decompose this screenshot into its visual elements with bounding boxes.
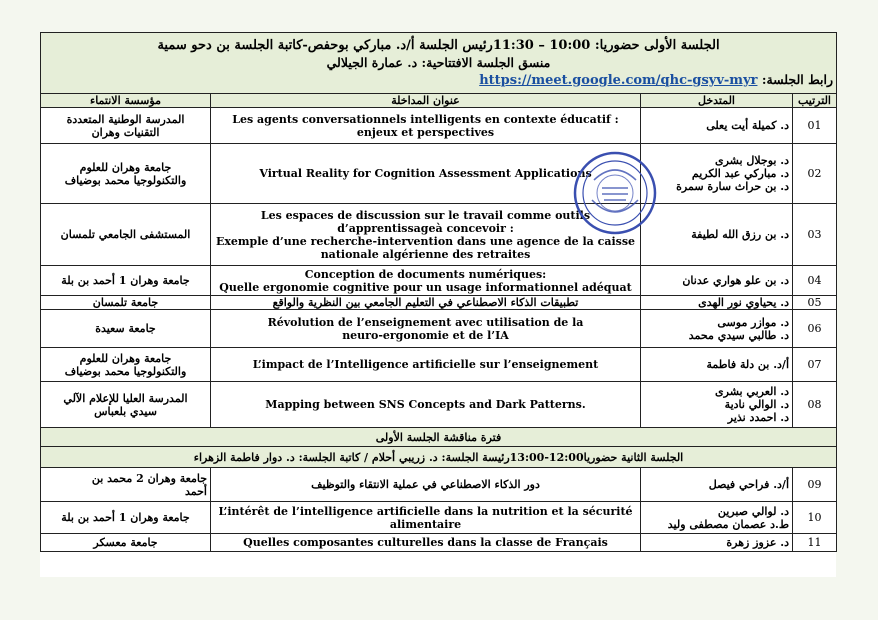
table-row <box>41 382 837 428</box>
table-row <box>41 296 837 310</box>
speaker-cell-line: د. احمدد نذير <box>727 411 789 424</box>
affiliation-cell-line: والتكنولوجيا محمد بوضياف <box>64 364 187 378</box>
speaker-cell-line: د. لوالي صبرين <box>717 504 789 518</box>
speaker-cell <box>641 204 793 266</box>
table-row <box>41 502 837 534</box>
title-cell <box>211 266 641 296</box>
session2-title: الجلسة الثانية حضوريا12:00-13:00رئيسة الجلسة: د. زريبي أحلام / كاتبة الجلسة: د. دوار فاطمة الزهراء <box>41 447 837 468</box>
discussion-pause-label: فترة مناقشة الجلسة الأولى <box>41 428 837 447</box>
speaker-cell-line: د. عزوز زهرة <box>726 536 789 549</box>
title-cell-line: Exemple d’une recherche-intervention dans une agence de la caisse <box>215 234 636 248</box>
affiliation-cell <box>41 502 211 534</box>
discussion-pause-row <box>41 428 837 447</box>
affiliation-cell <box>41 108 211 144</box>
speaker-cell-line: د. بوجلال بشرى <box>714 154 789 167</box>
title-cell-line: تطبيقات الذكاء الاصطناعي في التعليم الجامعي بين النظرية والواقع <box>272 296 579 309</box>
table-row <box>41 534 837 552</box>
speaker-cell-line: أ/د. بن دلة فاطمة <box>706 358 789 371</box>
title-cell-line: L’intérêt de l’intelligence artificielle dans la nutrition et la sécurité <box>218 504 633 518</box>
table-row <box>41 144 837 204</box>
speaker-cell <box>641 382 793 428</box>
title-cell-line: Quelle ergonomie cognitive pour un usage informationnel adéquat <box>219 280 632 294</box>
affiliation-cell <box>41 310 211 348</box>
speaker-cell <box>641 348 793 382</box>
speaker-cell-line: ط.د عصمان مصطفى وليد <box>667 517 789 531</box>
affiliation-cell <box>41 468 211 502</box>
table-row <box>41 266 837 296</box>
speaker-cell-line: د. بن حراث سارة سمرة <box>676 180 789 193</box>
title-cell <box>211 348 641 382</box>
title-cell-line: Révolution de l’enseignement avec utilisation de la <box>267 315 584 329</box>
row-number: 11 <box>793 534 837 552</box>
affiliation-cell <box>41 382 211 428</box>
affiliation-cell-line: جامعة تلمسان <box>92 296 159 309</box>
session2-header-row <box>41 447 837 468</box>
row-number: 08 <box>793 382 837 428</box>
affiliation-cell-line: أحمد <box>185 484 207 498</box>
speaker-cell <box>641 108 793 144</box>
affiliation-cell <box>41 204 211 266</box>
speaker-cell <box>641 144 793 204</box>
speaker-cell-line: د. العربي بشرى <box>715 385 789 398</box>
affiliation-cell-line: التقنيات وهران <box>91 125 160 139</box>
row-number: 05 <box>793 296 837 310</box>
col-rank-header: الترتيب <box>793 94 837 108</box>
row-number: 06 <box>793 310 837 348</box>
affiliation-cell-line: المستشفى الجامعي تلمسان <box>60 228 191 241</box>
program-page <box>40 32 836 577</box>
affiliation-cell-line: جامعة وهران 1 أحمد بن بلة <box>61 511 190 524</box>
affiliation-cell-line: جامعة وهران للعلوم <box>79 160 172 174</box>
affiliation-cell-line: المدرسة الوطنية المتعددة <box>66 112 185 126</box>
title-cell-line: Les agents conversationnels intelligents en contexte éducatif : <box>232 112 619 126</box>
speaker-cell <box>641 468 793 502</box>
affiliation-cell <box>41 348 211 382</box>
session-link[interactable]: https://meet.google.com/qhc-gsyv-myr <box>479 73 758 88</box>
speaker-cell-line: د. موازر موسى <box>717 315 789 329</box>
affiliation-cell <box>41 144 211 204</box>
title-cell <box>211 204 641 266</box>
title-cell <box>211 310 641 348</box>
speaker-cell <box>641 310 793 348</box>
opening-coordinator: منسق الجلسة الافتتاحية: د. عمارة الجيلالي <box>326 55 551 70</box>
row-number: 10 <box>793 502 837 534</box>
session1-title: الجلسة الأولى حضوريا: 10:00 – 11:30رئيس الجلسة أ/د. مباركي بوحفص-كاتبة الجلسة بن دحو سمية <box>157 38 720 53</box>
speaker-cell <box>641 296 793 310</box>
speaker-cell-line: د. كميلة أيت يعلى <box>706 119 789 132</box>
affiliation-cell-line: والتكنولوجيا محمد بوضياف <box>64 173 187 187</box>
row-number: 03 <box>793 204 837 266</box>
col-speaker-header: المتدخل <box>641 94 793 108</box>
affiliation-cell-line: سيدي بلعباس <box>94 404 157 418</box>
column-header-row <box>41 94 837 108</box>
title-cell-line: L’impact de l’Intelligence artificielle sur l’enseignement <box>252 358 599 371</box>
speaker-cell <box>641 534 793 552</box>
speaker-cell-line: د. مباركي عبد الكريم <box>691 167 789 180</box>
table-row <box>41 310 837 348</box>
speaker-cell-line: د. بن رزق الله لطيفة <box>691 228 789 241</box>
row-number: 07 <box>793 348 837 382</box>
row-number: 04 <box>793 266 837 296</box>
title-cell-line: Mapping between SNS Concepts and Dark Patterns. <box>265 398 586 411</box>
session1-header-row <box>41 33 837 94</box>
title-cell-line: Virtual Reality for Cognition Assessment Applications <box>259 167 592 180</box>
title-cell-line: nationale algérienne des retraites <box>320 247 531 261</box>
affiliation-cell <box>41 296 211 310</box>
speaker-cell <box>641 502 793 534</box>
title-cell-line: Les espaces de discussion sur le travail comme outils <box>260 208 591 222</box>
table-row <box>41 468 837 502</box>
speaker-cell-line: أ/د. فراحي فيصل <box>708 478 789 491</box>
title-cell <box>211 108 641 144</box>
title-cell-line: d’apprentissageà concevoir : <box>337 221 514 235</box>
affiliation-cell <box>41 534 211 552</box>
title-cell-line: alimentaire <box>389 517 462 531</box>
title-cell-line: Quelles composantes culturelles dans la classe de Français <box>243 536 608 549</box>
title-cell <box>211 502 641 534</box>
title-cell-line: Conception de documents numériques: <box>304 267 547 281</box>
affiliation-cell-line: جامعة وهران 2 محمد بن <box>91 471 207 485</box>
affiliation-cell-line: جامعة معسكر <box>93 536 158 549</box>
speaker-cell <box>641 266 793 296</box>
affiliation-cell-line: جامعة وهران 1 أحمد بن بلة <box>61 274 190 287</box>
affiliation-cell-line: جامعة سعيدة <box>95 322 156 335</box>
title-cell <box>211 144 641 204</box>
title-cell <box>211 382 641 428</box>
title-cell-line: enjeux et perspectives <box>356 125 495 139</box>
title-cell-line: neuro-ergonomie et de l’IA <box>342 328 509 342</box>
row-number: 02 <box>793 144 837 204</box>
row-number: 09 <box>793 468 837 502</box>
speaker-cell-line: د. الوالي نادية <box>724 398 789 411</box>
affiliation-cell <box>41 266 211 296</box>
speaker-cell-line: د. يحياوي نور الهدى <box>698 296 789 309</box>
col-title-header: عنوان المداخلة <box>211 94 641 108</box>
affiliation-cell-line: المدرسة العليا للإعلام الآلي <box>63 391 188 405</box>
session-link-label: رابط الجلسة: <box>761 72 833 87</box>
table-row <box>41 108 837 144</box>
row-number: 01 <box>793 108 837 144</box>
col-affiliation-header: مؤسسة الانتماء <box>41 94 211 108</box>
title-cell-line: دور الذكاء الاصطناعي في عملية الانتقاء والتوظيف <box>311 478 540 491</box>
table-row <box>41 348 837 382</box>
affiliation-cell-line: جامعة وهران للعلوم <box>79 351 172 365</box>
speaker-cell-line: د. طالبي سيدي محمد <box>688 328 789 342</box>
session-link-line <box>44 71 833 89</box>
speaker-cell-line: د. بن علو هواري عدنان <box>682 274 789 287</box>
title-cell <box>211 296 641 310</box>
title-cell <box>211 468 641 502</box>
table-row <box>41 204 837 266</box>
title-cell <box>211 534 641 552</box>
program-table <box>40 32 837 552</box>
